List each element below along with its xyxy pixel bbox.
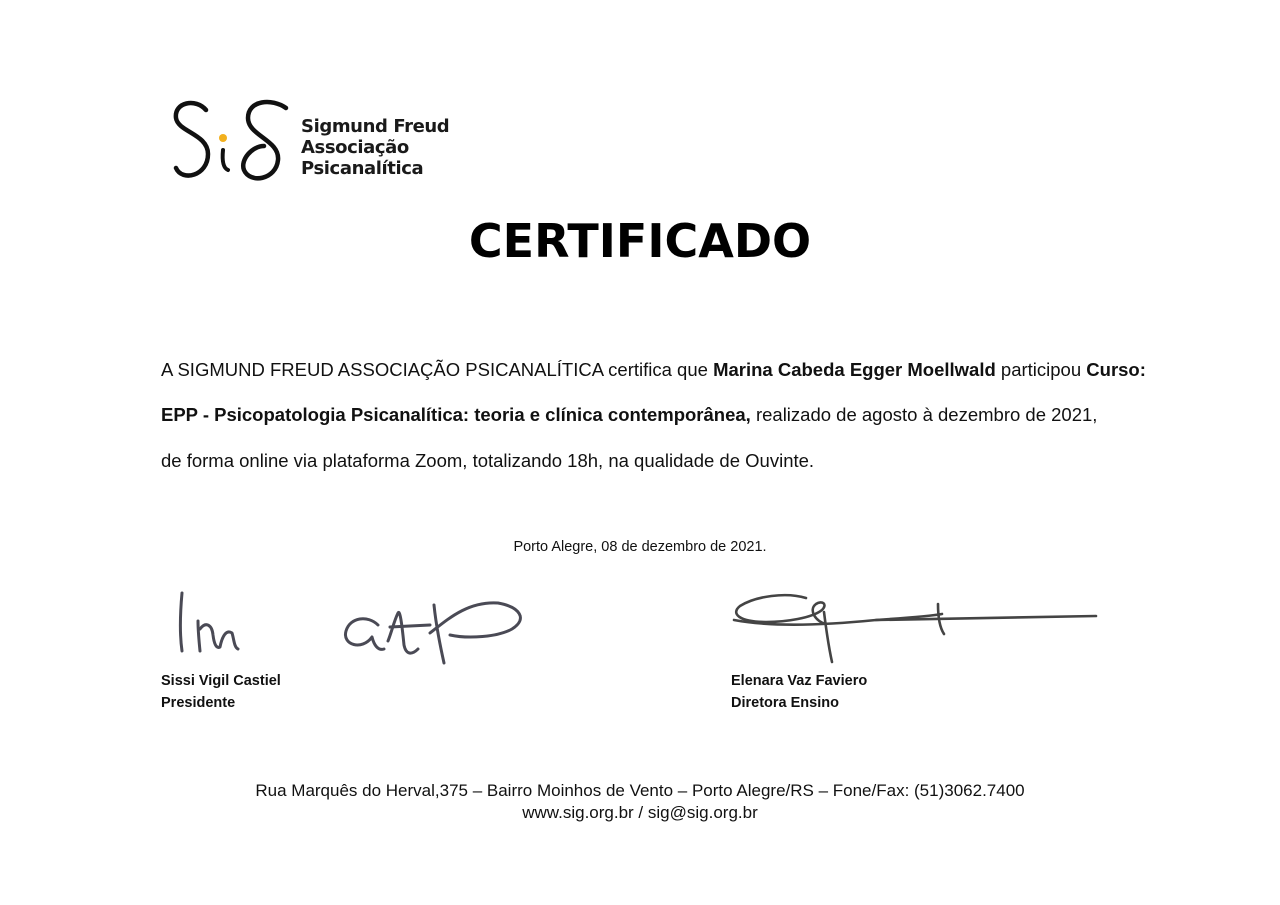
accent-dot — [219, 134, 227, 142]
footer-address: Rua Marquês do Herval,375 – Bairro Moinhos de Vento – Porto Alegre/RS – Fone/Fax: (51)3062.7400 — [255, 781, 1025, 800]
signer-right-name: Elenara Vaz Faviero — [731, 673, 868, 689]
logo-line1: Sigmund Freud — [301, 116, 450, 137]
signature-left-image — [168, 585, 538, 667]
signer-left-role: Presidente — [161, 695, 236, 711]
logo — [168, 96, 448, 192]
signer-right-role: Diretora Ensino — [731, 695, 839, 711]
course-period: realizado de agosto à dezembro de 2021, — [750, 404, 1098, 425]
course-label: Curso: — [1086, 359, 1146, 380]
certificate-title: CERTIFICADO — [468, 214, 812, 268]
participant-name: Marina Cabeda Egger Moellwald — [713, 359, 996, 380]
course-details: de forma online via plataforma Zoom, totalizando 18h, na qualidade de Ouvinte. — [161, 450, 815, 471]
footer — [0, 780, 1280, 824]
body-participated: participou — [995, 359, 1087, 380]
body-line-2 — [161, 403, 1121, 427]
signer-right — [731, 670, 867, 714]
issue-date: Porto Alegre, 08 de dezembro de 2021. — [513, 539, 767, 555]
signature-right-image — [726, 588, 1106, 668]
course-name: EPP - Psicopatologia Psicanalítica: teoria e clínica contemporânea, — [161, 404, 751, 425]
logo-line3: Psicanalítica — [301, 158, 424, 179]
logo-text — [301, 116, 449, 179]
body-line-3 — [161, 449, 1121, 473]
logo-line2: Associação — [301, 137, 409, 158]
body-line-1 — [161, 358, 1146, 382]
footer-contact: www.sig.org.br / sig@sig.org.br — [522, 803, 758, 822]
sig-monogram-icon — [168, 96, 298, 188]
signer-left-name: Sissi Vigil Castiel — [161, 673, 281, 689]
signer-left — [161, 670, 281, 714]
body-intro: A SIGMUND FREUD ASSOCIAÇÃO PSICANALÍTICA certifica que — [161, 359, 714, 380]
